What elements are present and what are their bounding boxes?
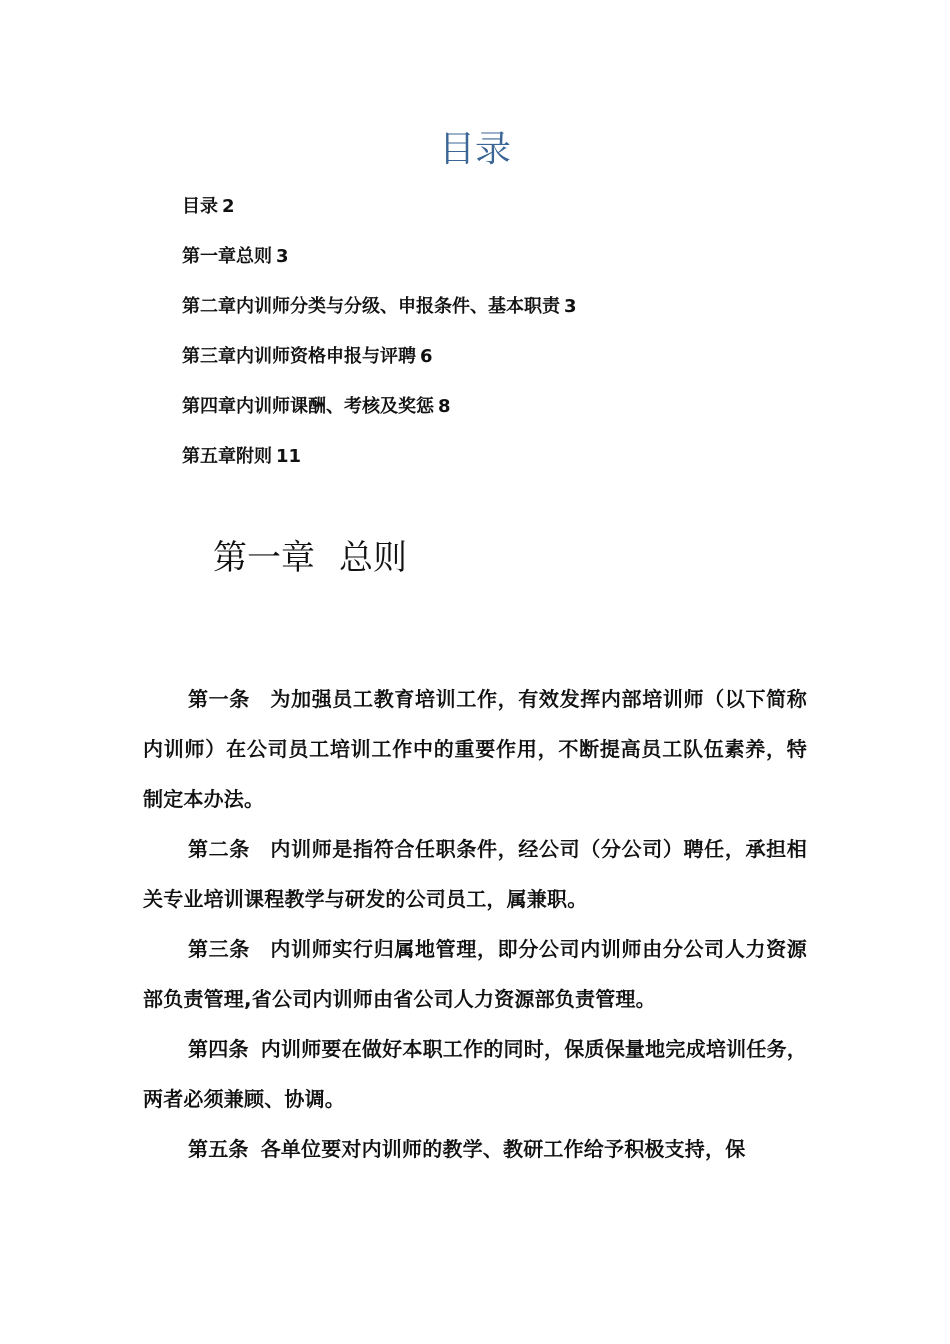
article-paragraph	[143, 924, 807, 1024]
article-text: 内训师是指符合任职条件，经公司（分公司）聘任，承担相关专业培训课程教学与研发的公司员工，属兼职。	[143, 837, 807, 911]
toc-item-page: 6	[420, 346, 433, 367]
chapter-heading	[213, 536, 407, 580]
toc-item[interactable]	[182, 442, 577, 492]
toc-item-label: 第二章内训师分类与分级、申报条件、基本职责	[182, 296, 560, 317]
article-label: 第一条	[188, 687, 250, 711]
toc-item[interactable]	[182, 192, 577, 242]
toc-item-label: 第一章总则	[182, 246, 272, 267]
toc-item-label: 第四章内训师课酬、考核及奖惩	[182, 396, 434, 417]
toc-item-page: 3	[564, 296, 577, 317]
article-text: 内训师要在做好本职工作的同时，保质保量地完成培训任务，两者必须兼顾、协调。	[143, 1037, 807, 1111]
article-paragraph	[143, 824, 807, 924]
article-text: 各单位要对内训师的教学、教研工作给予积极支持，保	[260, 1137, 746, 1161]
toc-item[interactable]	[182, 292, 577, 342]
toc-item-page: 8	[438, 396, 451, 417]
article-paragraph	[143, 1124, 807, 1174]
article-paragraph	[143, 1024, 807, 1124]
toc-item-label: 第五章附则	[182, 446, 272, 467]
article-paragraph	[143, 674, 807, 824]
chapter-number: 第一章	[213, 538, 315, 578]
article-label: 第四条	[188, 1037, 249, 1061]
toc-item-label: 目录	[182, 196, 218, 217]
toc-item[interactable]	[182, 342, 577, 392]
toc-item[interactable]	[182, 392, 577, 442]
article-label: 第三条	[188, 937, 250, 961]
toc-item-page: 3	[276, 246, 289, 267]
toc-title: 目录	[438, 129, 511, 170]
article-text: 内训师实行归属地管理，即分公司内训师由分公司人力资源部负责管理,省公司内训师由省公司人力资源部负责管理。	[143, 937, 807, 1011]
article-body	[143, 674, 807, 1174]
toc-list	[182, 192, 577, 492]
toc-item-page: 2	[222, 196, 235, 217]
article-label: 第五条	[188, 1137, 249, 1161]
article-text: 为加强员工教育培训工作，有效发挥内部培训师（以下简称内训师）在公司员工培训工作中的重要作用，不断提高员工队伍素养，特制定本办法。	[143, 687, 807, 811]
article-label: 第二条	[188, 837, 250, 861]
toc-item-page: 11	[276, 446, 302, 467]
toc-item[interactable]	[182, 242, 577, 292]
chapter-title: 总则	[339, 538, 407, 578]
toc-item-label: 第三章内训师资格申报与评聘	[182, 346, 416, 367]
